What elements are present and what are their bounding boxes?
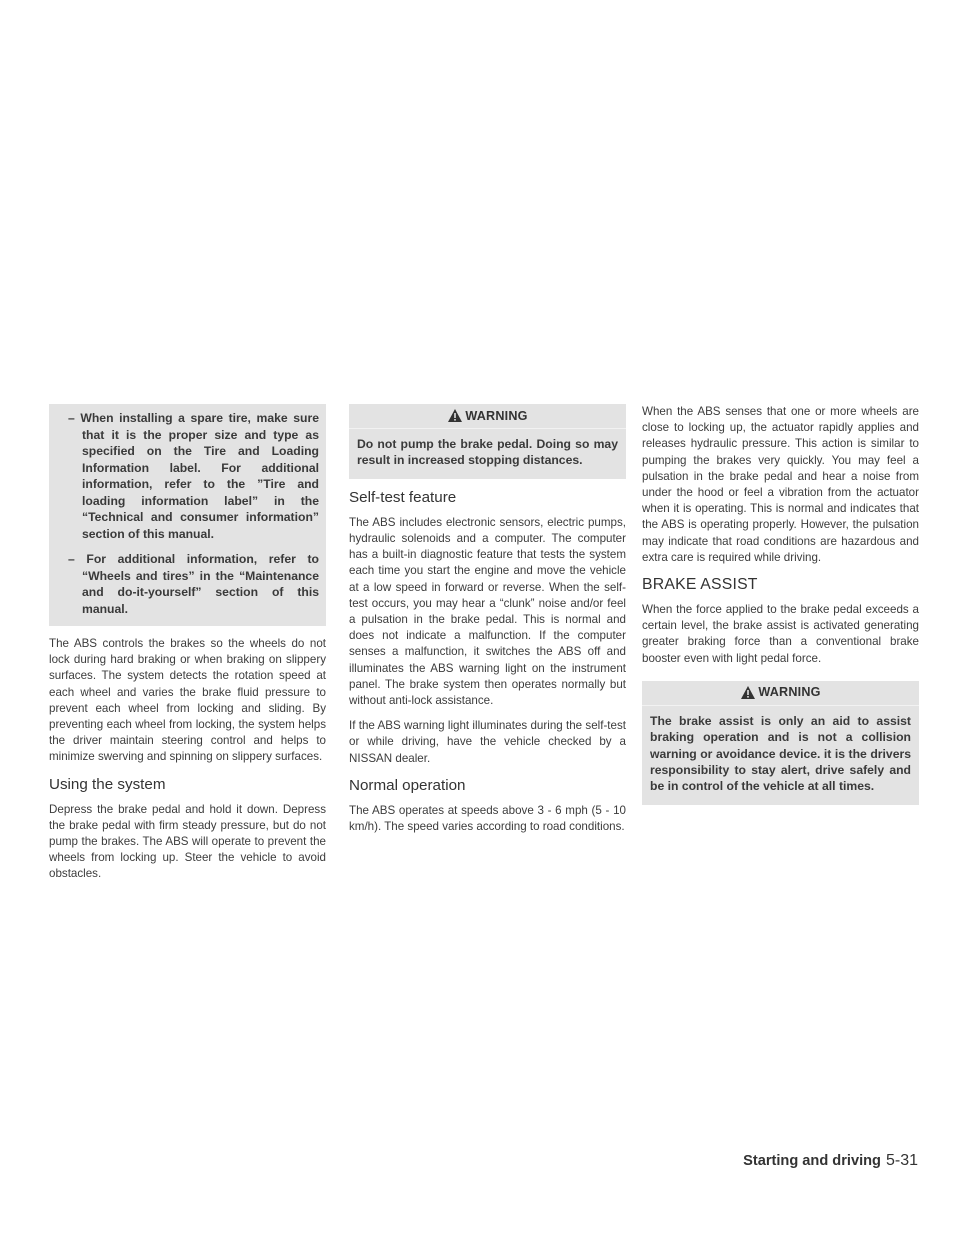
warning-text: Do not pump the brake pedal. Doing so may result in increased stopping distances.	[349, 429, 626, 479]
section-name: Starting and driving	[743, 1153, 881, 1169]
self-test-text-2: If the ABS warning light illuminates during the self-test or while driving, have the vehicle checked by a NISSAN dealer.	[349, 719, 626, 765]
warning-header	[642, 681, 919, 706]
warning-text: The brake assist is only an aid to assist braking operation and is not a collision warning or avoidance device. it is the drivers responsibility to stay alert, drive safely and be in control of the vehicle at all times.	[642, 706, 919, 805]
warning-title: WARNING	[465, 408, 528, 423]
warning-item: – For additional information, refer to “Wheels and tires” in the “Maintenance and do-it-yourself” section of this manual.	[68, 552, 319, 616]
warning-continuation-list	[49, 404, 326, 626]
abs-actuator-text: When the ABS senses that one or more wheels are close to locking up, the actuator rapidly applies and releases hydraulic pressure. This action is similar to pumping the brakes very quickly. You may feel a pulsation in the brake pedal and hear a noise from under the hood or feel a vibration from the actuator when it is operating. This is normal and indicates that the ABS is operating properly. However, the pulsation may indicate that road conditions are hazardous and extra care is required while driving.	[642, 405, 919, 564]
page-number: 5-31	[885, 1152, 918, 1169]
normal-operation-text: The ABS operates at speeds above 3 - 6 mph (5 - 10 km/h). The speed varies according to road conditions.	[349, 803, 626, 834]
self-test-text: The ABS includes electronic sensors, electric pumps, hydraulic solenoids and a computer. The computer has a built-in diagnostic feature that tests the system each time you start the engine and move the vehicle at a low speed in forward or reverse. When the self-test occurs, you may hear a “clunk” noise and/or feel a pulsation in the brake pedal. This is normal and does not indicate a malfunction. If the computer senses a malfunction, it switches the ABS off and illuminates the ABS warning light on the instrument panel. The brake system then operates normally but without anti-lock assistance.	[349, 515, 626, 708]
section-heading-self-test: Self-test feature	[349, 488, 457, 506]
warning-triangle-icon	[447, 408, 463, 423]
column-middle	[349, 404, 626, 844]
warning-box	[642, 681, 919, 805]
section-heading-brake-assist: BRAKE ASSIST	[642, 576, 758, 594]
warning-title: WARNING	[758, 685, 821, 700]
column-left	[49, 404, 326, 892]
section-heading-normal-operation: Normal operation	[349, 776, 466, 794]
column-right	[642, 404, 919, 815]
abs-intro-text: The ABS controls the brakes so the wheels do not lock during hard braking or when braking on slippery surfaces. The system detects the rotation speed at each wheel and varies the brake fluid pressure to prevent each wheel from locking and sliding. By preventing each wheel from locking, the system helps the driver maintain steering control and helps to minimize swerving and spinning on slippery surfaces.	[49, 637, 326, 764]
brake-assist-text: When the force applied to the brake pedal exceeds a certain level, the brake assist is activated generating greater braking force than a conventional brake booster even with light pedal force.	[642, 603, 919, 665]
warning-item: – When installing a spare tire, make sure that it is the proper size and type as specified on the Tire and Loading Information label. For additional information, refer to the ”Tire and loading information label” in the “Technical and consumer information” section of this manual.	[68, 411, 319, 541]
warning-header	[349, 404, 626, 429]
warning-box	[349, 404, 626, 479]
warning-triangle-icon	[740, 685, 756, 700]
section-heading-using-the-system: Using the system	[49, 775, 166, 793]
using-system-text: Depress the brake pedal and hold it down. Depress the brake pedal with firm steady pressure, but do not pump the brakes. The ABS will operate to prevent the wheels from locking up. Steer the vehicle to avoid obstacles.	[49, 802, 326, 881]
page-footer	[743, 1152, 918, 1170]
